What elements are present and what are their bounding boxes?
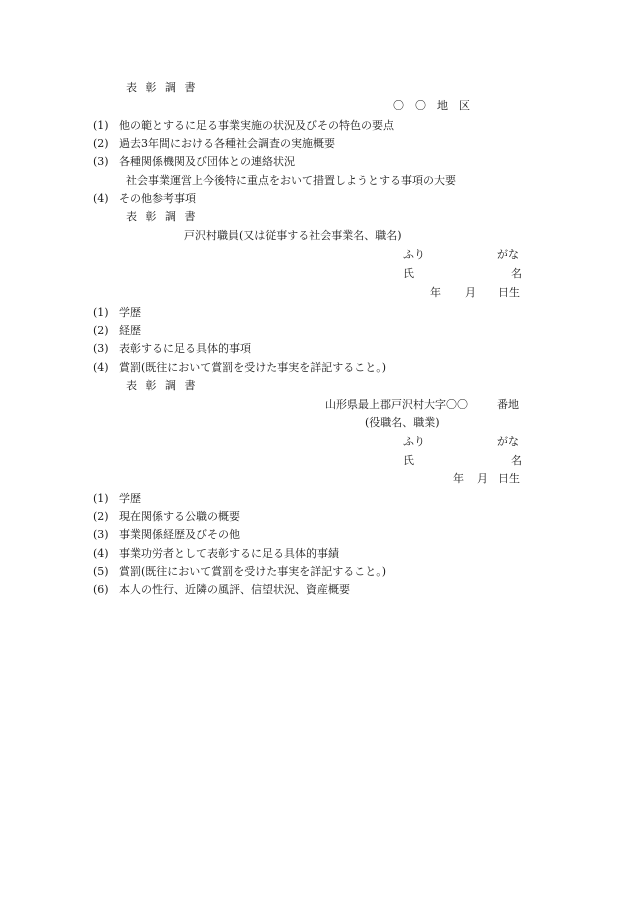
section3-banchi: 番地 (497, 398, 519, 411)
section3-item-text: 賞罰(既往において賞罰を受けた事実を詳記すること。) (119, 565, 387, 578)
section3-role: (役職名、職業) (365, 416, 440, 429)
section3-birth-year: 年 (453, 472, 464, 485)
section1-item-num: (2) (93, 137, 109, 150)
section2-item-text: 経歴 (119, 324, 141, 337)
section2-item-num: (2) (93, 324, 109, 337)
section3-item-num: (4) (93, 547, 109, 560)
section2-item-num: (4) (93, 361, 109, 374)
section2-name-mei: 名 (511, 267, 522, 280)
section2-item-num: (3) (93, 342, 109, 355)
section2-item-text: 学歴 (119, 306, 141, 319)
section1-item-text: 各種関係機関及び団体との連絡状況 (119, 155, 295, 168)
section2-furigana-gana: がな (497, 248, 519, 261)
section3-item-num: (1) (93, 492, 109, 505)
section3-birth-day: 日生 (498, 472, 520, 485)
section3-item-num: (3) (93, 528, 109, 541)
section3-item-text: 事業功労者として表彰するに足る具体的事績 (119, 547, 339, 560)
section3-item-num: (6) (93, 583, 109, 596)
section1-item-text: 他の範とするに足る事業実施の状況及びその特色の要点 (119, 119, 394, 132)
section3-address: 山形県最上郡戸沢村大字〇〇 (325, 398, 468, 411)
section1-item-text: その他参考事項 (119, 192, 196, 205)
section1-title: 表彰調書 (126, 81, 204, 94)
section1-item-text: 過去3年間における各種社会調査の実施概要 (119, 137, 335, 150)
section3-item-text: 現在関係する公職の概要 (119, 510, 240, 523)
section3-birth-month: 月 (477, 472, 488, 485)
section3-item-num: (5) (93, 565, 109, 578)
section2-birth-month: 月 (465, 286, 476, 299)
section2-name-shi: 氏 (403, 267, 414, 280)
section3-item-text: 本人の性行、近隣の風評、信望状況、資産概要 (119, 583, 350, 596)
section3-item-text: 事業関係経歴及びその他 (119, 528, 240, 541)
section1-item-num: (1) (93, 119, 109, 132)
section1-item-text: 社会事業運営上今後特に重点をおいて措置しようとする事項の大要 (126, 174, 456, 187)
section2-birth-day: 日生 (498, 286, 520, 299)
section2-title: 表彰調書 (126, 210, 204, 223)
section2-birth-year: 年 (430, 286, 441, 299)
section2-furigana-furi: ふり (403, 248, 425, 261)
section3-name-shi: 氏 (403, 454, 414, 467)
section3-item-num: (2) (93, 510, 109, 523)
section3-item-text: 学歴 (119, 492, 141, 505)
section2-item-text: 表彰するに足る具体的事項 (119, 342, 251, 355)
section1-item-num: (3) (93, 155, 109, 168)
section1-area: 〇 〇 地 区 (393, 99, 470, 112)
section1-item-num: (4) (93, 192, 109, 205)
section3-furigana-furi: ふり (403, 435, 425, 448)
section2-item-text: 賞罰(既往において賞罰を受けた事実を詳記すること。) (119, 361, 387, 374)
section2-item-num: (1) (93, 306, 109, 319)
section3-title: 表彰調書 (126, 379, 204, 392)
section3-furigana-gana: がな (497, 435, 519, 448)
section2-subject: 戸沢村職員(又は従事する社会事業名、職名) (184, 229, 402, 242)
section3-name-mei: 名 (511, 454, 522, 467)
